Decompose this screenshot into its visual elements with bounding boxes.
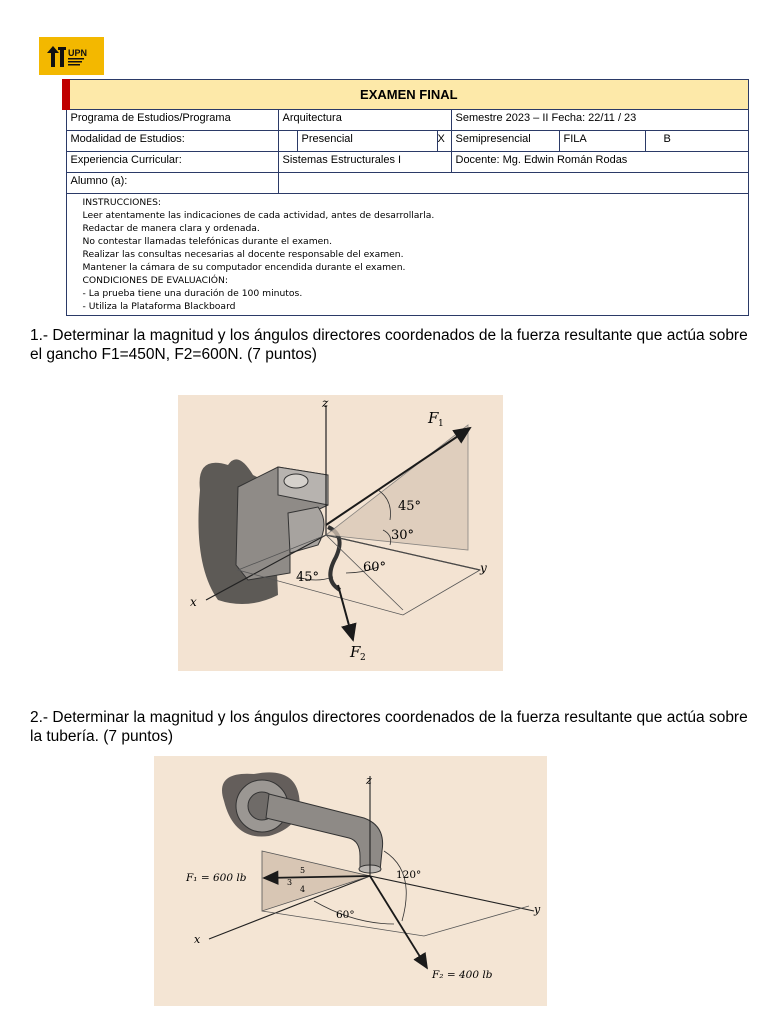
x-axis-label: x (190, 595, 197, 609)
angle-120: 120° (396, 869, 422, 881)
modalidad-mark: X (437, 131, 451, 152)
instruction-line: - La prueba tiene una duración de 100 minutos. (82, 288, 303, 299)
tri-3: 3 (287, 878, 293, 887)
modalidad-blank (278, 131, 297, 152)
alumno-label: Alumno (a): (66, 173, 278, 194)
force-f1-label: F₁ = 600 lb (186, 872, 247, 884)
instruction-line: - Utiliza la Plataforma Blackboard (82, 301, 236, 312)
semestre-fecha: Semestre 2023 – II Fecha: 22/11 / 23 (451, 110, 748, 131)
fila-label: FILA (559, 131, 645, 152)
modalidad-presencial: Presencial (297, 131, 437, 152)
figure-hook-forces (178, 395, 503, 671)
angle-60: 60° (336, 909, 355, 921)
angle-60: 60° (363, 560, 387, 575)
modalidad-label: Modalidad de Estudios: (66, 131, 278, 152)
tri-4: 4 (300, 885, 306, 894)
exam-title: EXAMEN FINAL (66, 80, 748, 110)
experiencia-value: Sistemas Estructurales I (278, 152, 451, 173)
force-f1-label: F (428, 409, 439, 427)
y-axis (370, 876, 534, 911)
instruction-line: No contestar llamadas telefónicas durante el examen. (82, 236, 333, 247)
force-f1-sub: 1 (438, 419, 444, 429)
instruction-line: INSTRUCCIONES: (82, 197, 162, 208)
tri-5: 5 (300, 866, 306, 875)
instruction-line: Mantener la cámara de su computador encendida durante el examen. (82, 262, 406, 273)
figure-pipe-forces (154, 756, 547, 1006)
upn-logo-icon (39, 37, 104, 75)
x-axis-label: x (194, 933, 201, 946)
programa-value: Arquitectura (278, 110, 451, 131)
alumno-field (278, 173, 748, 194)
force-f2-sub: 2 (360, 653, 366, 663)
instruction-line: Realizar las consultas necesarias al docente responsable del examen. (82, 249, 404, 260)
instruction-line: CONDICIONES DE EVALUACIÓN: (82, 275, 229, 286)
instruction-line: Leer atentamente las indicaciones de cada actividad, antes de desarrollarla. (82, 210, 435, 221)
question-2: 2.- Determinar la magnitud y los ángulos directores coordenados de la fuerza resultante que actúa sobre la tubería. (7 puntos) (30, 709, 748, 745)
experiencia-label: Experiencia Curricular: (66, 152, 278, 173)
fila-value: B (645, 131, 748, 152)
z-axis-label: z (366, 774, 372, 787)
angle-45-bottom: 45° (296, 570, 320, 585)
y-axis-label: y (534, 903, 541, 916)
angle-30: 30° (391, 528, 415, 543)
force-f2-label: F₂ = 400 lb (432, 969, 493, 981)
z-axis-label: z (322, 396, 329, 410)
angle-45-top: 45° (398, 499, 422, 514)
force-f2-label: F (350, 643, 361, 661)
instructions-box (66, 194, 748, 316)
logo-text: UPN (68, 48, 88, 58)
docente: Docente: Mg. Edwin Román Rodas (451, 152, 748, 173)
question-1: 1.- Determinar la magnitud y los ángulos directores coordenados de la fuerza resultante que actúa sobre el gancho F1=450N, F2=600N. (7 puntos) (30, 327, 748, 363)
instruction-line: Redactar de manera clara y ordenada. (82, 223, 260, 234)
exam-header-table (62, 79, 749, 316)
upn-logo (39, 37, 104, 75)
modalidad-semipresencial: Semipresencial (451, 131, 559, 152)
force-f2-arrow (338, 585, 353, 640)
programa-label: Programa de Estudios/Programa (66, 110, 278, 131)
force-f2-arrow (370, 876, 427, 968)
y-axis-label: y (480, 561, 487, 575)
